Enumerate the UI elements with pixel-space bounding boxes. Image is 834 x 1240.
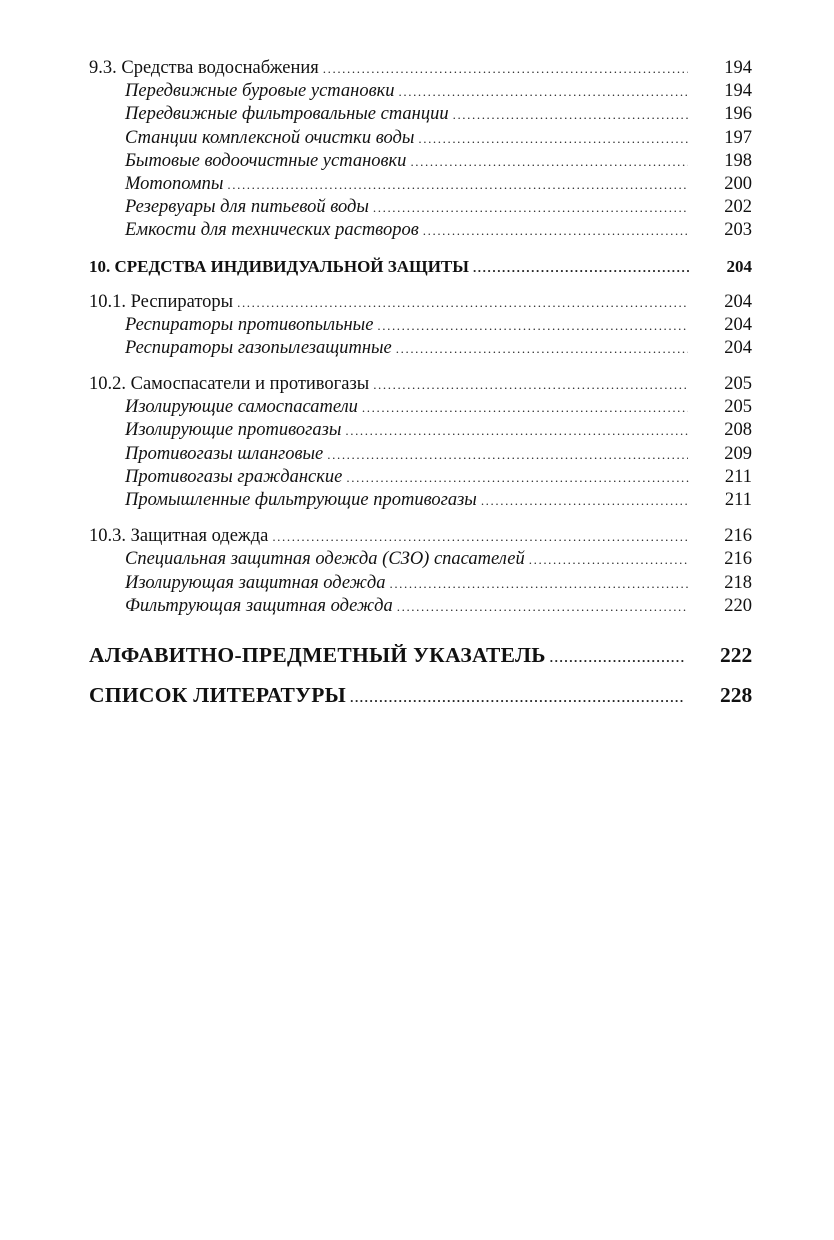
dot-leader <box>377 318 688 334</box>
toc-subentry-title: Респираторы газопылезащитные <box>125 337 392 358</box>
dot-leader <box>418 131 688 147</box>
toc-literature-title: СПИСОК ЛИТЕРАТУРЫ <box>89 682 347 707</box>
toc-subentry-page: 198 <box>724 150 752 171</box>
dot-leader <box>272 529 688 545</box>
toc-subentry <box>89 151 752 174</box>
toc-subentry-page: 211 <box>724 490 752 510</box>
toc-subentry-title: Респираторы противопыльные <box>125 314 374 335</box>
table-of-contents <box>89 58 752 709</box>
dot-leader <box>345 423 688 439</box>
toc-subentry-page: 209 <box>724 443 752 464</box>
toc-subentry <box>89 596 752 619</box>
dot-leader <box>529 552 688 568</box>
toc-subentry <box>89 549 752 572</box>
dot-leader <box>373 377 688 393</box>
toc-subentry <box>89 104 752 127</box>
dot-leader <box>397 599 689 615</box>
toc-entry-10-3 <box>89 526 752 549</box>
toc-subentry-title: Фильтрующая защитная одежда <box>125 595 393 616</box>
dot-leader <box>550 650 684 666</box>
dot-leader <box>346 470 689 486</box>
toc-entry-title: 9.3. Средства водоснабжения <box>89 58 319 78</box>
toc-subentry <box>89 444 752 467</box>
toc-subentry-page: 203 <box>724 220 752 241</box>
dot-leader <box>473 260 691 276</box>
toc-chapter-10 <box>89 257 752 281</box>
toc-subentry <box>89 338 752 361</box>
dot-leader <box>350 690 684 706</box>
dot-leader <box>323 61 688 77</box>
toc-subentry <box>89 490 752 513</box>
toc-literature-page: 228 <box>720 682 753 707</box>
toc-subentry-page: 208 <box>724 420 752 441</box>
dot-leader <box>362 400 688 416</box>
toc-subentry-title: Противогазы шланговые <box>125 443 324 464</box>
toc-subentry-page: 197 <box>724 127 752 148</box>
toc-subentry <box>89 315 752 338</box>
toc-subentry-title: Мотопомпы <box>125 173 224 194</box>
toc-subentry-page: 220 <box>724 595 752 616</box>
toc-chapter-title: 10. СРЕДСТВА ИНДИВИДУАЛЬНОЙ ЗАЩИТЫ <box>89 256 469 276</box>
toc-entry-9-3 <box>89 58 752 81</box>
toc-entry-page: 205 <box>724 374 752 395</box>
dot-leader <box>327 447 688 463</box>
toc-subentry-page: 202 <box>724 197 752 218</box>
toc-subentry <box>89 573 752 596</box>
toc-subentry-title: Передвижные фильтровальные станции <box>125 104 449 125</box>
toc-subentry-title: Станции комплексной очистки воды <box>125 127 415 148</box>
dot-leader <box>227 177 688 193</box>
toc-entry-title: 10.3. Защитная одежда <box>89 526 269 547</box>
toc-subentry-title: Емкости для технических растворов <box>125 220 419 241</box>
toc-entry-page: 216 <box>724 526 752 547</box>
toc-entry-10-2 <box>89 374 752 397</box>
dot-leader <box>373 200 688 216</box>
toc-subentry <box>89 420 752 443</box>
toc-entry-title: 10.1. Респираторы <box>89 291 234 312</box>
toc-subentry <box>89 467 752 490</box>
toc-entry-10-1 <box>89 292 752 315</box>
toc-subentry-page: 200 <box>724 173 752 194</box>
toc-subentry-title: Изолирующие противогазы <box>125 420 342 441</box>
toc-literature <box>89 683 752 709</box>
toc-subentry <box>89 174 752 197</box>
toc-subentry-page: 204 <box>724 337 752 358</box>
dot-leader <box>237 295 688 311</box>
toc-index-title: АЛФАВИТНО-ПРЕДМЕТНЫЙ УКАЗАТЕЛЬ <box>89 642 546 667</box>
dot-leader <box>410 154 688 170</box>
toc-subentry-title: Резервуары для питьевой воды <box>125 197 369 218</box>
toc-subentry-title: Изолирующие самоспасатели <box>125 397 358 418</box>
toc-subentry-page: 218 <box>724 572 752 593</box>
toc-chapter-page: 204 <box>726 256 752 276</box>
toc-subentry <box>89 128 752 151</box>
toc-entry-title: 10.2. Самоспасатели и противогазы <box>89 374 370 395</box>
toc-entry-page: 194 <box>724 58 752 78</box>
dot-leader <box>389 576 688 592</box>
dot-leader <box>423 223 688 239</box>
dot-leader <box>481 493 689 509</box>
toc-subentry-title: Передвижные буровые установки <box>125 81 395 102</box>
toc-subentry-page: 194 <box>724 81 752 102</box>
dot-leader <box>399 84 689 100</box>
dot-leader <box>396 341 688 357</box>
toc-subentry <box>89 220 752 243</box>
toc-subentry-title: Специальная защитная одежда (СЗО) спасателей <box>125 549 525 570</box>
toc-subentry <box>89 81 752 104</box>
dot-leader <box>453 107 689 123</box>
toc-subentry-page: 205 <box>724 397 752 418</box>
toc-subentry <box>89 197 752 220</box>
toc-subentry-title: Противогазы гражданские <box>125 466 343 487</box>
toc-subentry-page: 211 <box>724 466 752 487</box>
toc-subentry-page: 196 <box>724 104 752 125</box>
toc-subentry-title: Промышленные фильтрующие противогазы <box>125 490 477 510</box>
toc-subentry-page: 216 <box>724 549 752 570</box>
toc-subentry <box>89 397 752 420</box>
toc-index-page: 222 <box>720 642 753 667</box>
toc-entry-page: 204 <box>724 291 752 312</box>
toc-index <box>89 643 752 669</box>
toc-subentry-title: Изолирующая защитная одежда <box>125 572 386 593</box>
toc-subentry-title: Бытовые водоочистные установки <box>125 150 407 171</box>
toc-subentry-page: 204 <box>724 314 752 335</box>
